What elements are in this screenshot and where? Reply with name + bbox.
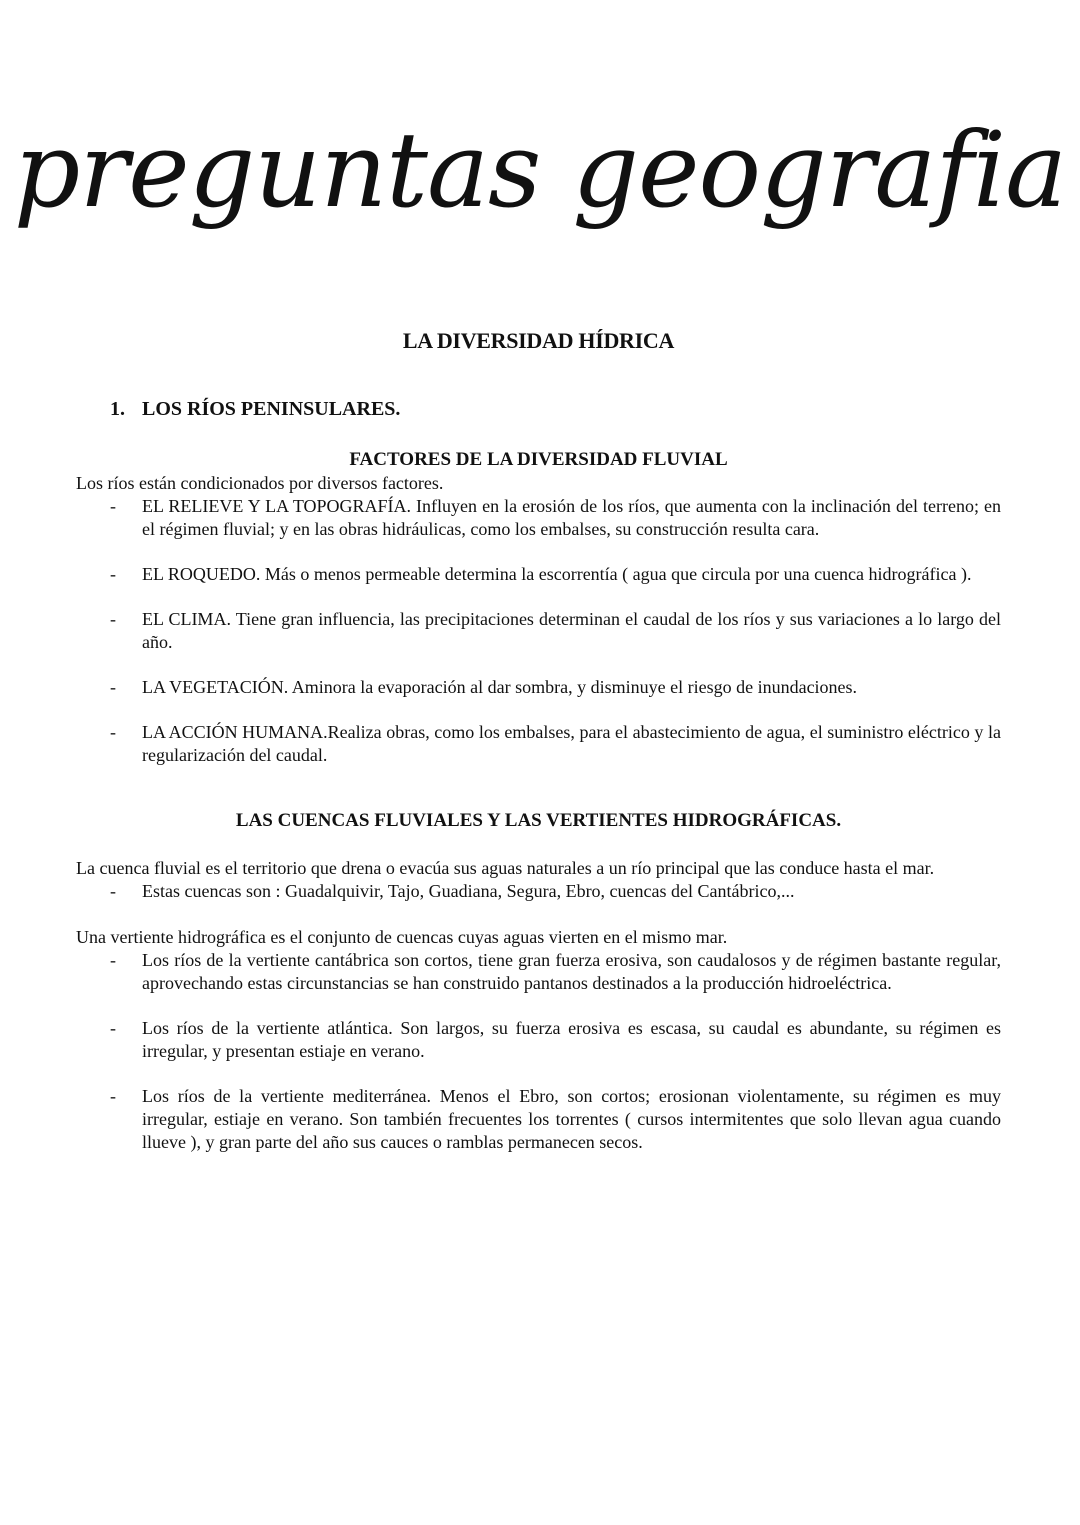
cuenca-list <box>76 880 1001 903</box>
document-heading: LA DIVERSIDAD HÍDRICA <box>402 328 675 353</box>
section-heading <box>110 396 1001 422</box>
list-item: - LA VEGETACIÓN. Aminora la evaporación al dar sombra, y disminuye el riesgo de inundaciones. <box>76 676 1001 699</box>
list-item: - EL RELIEVE Y LA TOPOGRAFÍA. Influyen en la erosión de los ríos, que aumenta con la inclinación del terreno; en el régimen fluvial; y en las obras hidráulicas, como los embalses, su construcción resulta cara. <box>76 495 1001 541</box>
section-title: LOS RÍOS PENINSULARES. <box>142 398 401 420</box>
list-item: - Estas cuencas son : Guadalquivir, Tajo, Guadiana, Segura, Ebro, cuencas del Cantábrico,... <box>76 880 1001 903</box>
list-item: - Los ríos de la vertiente atlántica. Son largos, su fuerza erosiva es escasa, su caudal es abundante, su régimen es irregular, y presentan estiaje en verano. <box>76 1017 1001 1063</box>
factores-heading: FACTORES DE LA DIVERSIDAD FLUVIAL <box>349 449 728 470</box>
list-item: - EL ROQUEDO. Más o menos permeable determina la escorrentía ( agua que circula por una cuenca hidrográfica ). <box>76 563 1001 586</box>
cuenca-definition: La cuenca fluvial es el territorio que drena o evacúa sus aguas naturales a un río principal que las conduce hasta el mar. <box>76 858 935 878</box>
list-item: - Los ríos de la vertiente cantábrica son cortos, tiene gran fuerza erosiva, son caudalosos y de régimen bastante regular, aprovechando estas circunstancias se han construido pantanos destinados a la producción hidroeléctrica. <box>76 949 1001 995</box>
list-item: - EL CLIMA. Tiene gran influencia, las precipitaciones determinan el caudal de los ríos y sus variaciones a lo largo del año. <box>76 608 1001 654</box>
document-body <box>76 326 1001 1154</box>
vertiente-definition: Una vertiente hidrográfica es el conjunto de cuencas cuyas aguas vierten en el mismo mar. <box>76 927 728 947</box>
factores-intro: Los ríos están condicionados por diversos factores. <box>76 473 444 493</box>
list-item: - Los ríos de la vertiente mediterránea. Menos el Ebro, son cortos; erosionan violentamente, su régimen es muy irregular, estiaje en verano. Son también frecuentes los torrentes ( cursos intermitentes que solo llevan agua cuando llueve ), y gran parte del año sus cauces o ramblas permanecen secos. <box>76 1085 1001 1154</box>
vertiente-list <box>76 949 1001 1154</box>
page-title: preguntas geografia <box>13 109 1067 231</box>
section-number: 1. <box>110 398 125 420</box>
cuencas-heading: LAS CUENCAS FLUVIALES Y LAS VERTIENTES HIDROGRÁFICAS. <box>235 810 842 831</box>
factores-list <box>76 495 1001 767</box>
list-item: - LA ACCIÓN HUMANA.Realiza obras, como los embalses, para el abastecimiento de agua, el suministro eléctrico y la regularización del caudal. <box>76 721 1001 767</box>
